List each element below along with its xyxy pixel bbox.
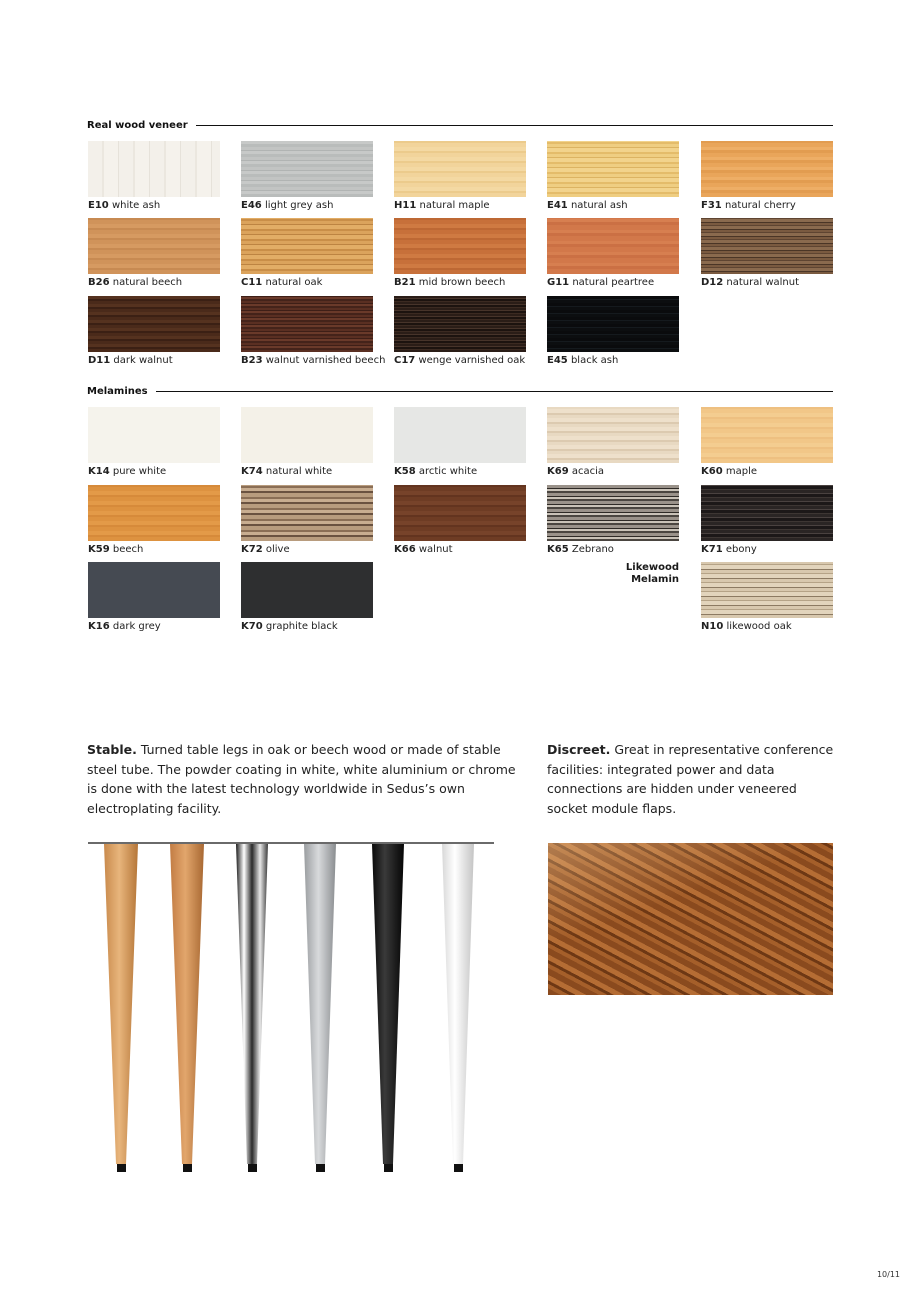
swatch-name: natural cherry xyxy=(724,200,796,211)
black-leg xyxy=(372,844,404,1172)
swatch-code: K58 xyxy=(394,466,416,477)
veneered-socket-flap-photo xyxy=(548,843,833,995)
table-legs-image xyxy=(88,838,494,1178)
swatch-c17 xyxy=(394,296,526,352)
swatch-name: black ash xyxy=(570,355,619,366)
aluminium-leg xyxy=(304,844,336,1172)
swatch-b23 xyxy=(241,296,373,352)
discreet-paragraph xyxy=(547,740,835,818)
swatch-d11 xyxy=(88,296,220,352)
swatch-k60 xyxy=(701,407,833,463)
swatch-code: D12 xyxy=(701,277,724,288)
swatch-code: B23 xyxy=(241,355,263,366)
veneer-section-heading xyxy=(87,118,833,132)
stable-paragraph xyxy=(87,740,519,818)
stable-lead: Stable. xyxy=(87,742,137,757)
swatch-code: N10 xyxy=(701,621,724,632)
swatch-label-c17 xyxy=(394,355,544,366)
swatch-name: arctic white xyxy=(418,466,478,477)
swatch-name: pure white xyxy=(112,466,167,477)
likewood-note-line2: Melamin xyxy=(631,574,679,585)
swatch-name: walnut xyxy=(418,544,453,555)
swatch-code: E41 xyxy=(547,200,568,211)
swatch-code: K70 xyxy=(241,621,263,632)
swatch-k16 xyxy=(88,562,220,618)
swatch-code: B21 xyxy=(394,277,416,288)
swatch-code: E45 xyxy=(547,355,568,366)
likewood-note-line1: Likewood xyxy=(625,562,679,573)
swatch-b26 xyxy=(88,218,220,274)
swatch-label-k72 xyxy=(241,544,391,555)
swatch-name: walnut varnished beech xyxy=(265,355,386,366)
swatch-code: K16 xyxy=(88,621,110,632)
swatch-name: dark grey xyxy=(112,621,161,632)
likewood-melamin-note xyxy=(579,562,679,586)
swatch-label-d12 xyxy=(701,277,851,288)
swatch-name: natural walnut xyxy=(726,277,800,288)
swatch-b21 xyxy=(394,218,526,274)
swatch-label-b23 xyxy=(241,355,391,366)
swatch-code: K59 xyxy=(88,544,110,555)
swatch-name: natural oak xyxy=(265,277,323,288)
swatch-label-e46 xyxy=(241,200,391,211)
swatch-label-d11 xyxy=(88,355,238,366)
swatch-code: K66 xyxy=(394,544,416,555)
swatch-code: C11 xyxy=(241,277,263,288)
swatch-label-n10 xyxy=(701,621,851,632)
swatch-k72 xyxy=(241,485,373,541)
swatch-code: K14 xyxy=(88,466,110,477)
swatch-k14 xyxy=(88,407,220,463)
swatch-name: ebony xyxy=(725,544,757,555)
swatch-e41 xyxy=(547,141,679,197)
veneer-section-title: Real wood veneer xyxy=(87,119,188,131)
swatch-name: dark walnut xyxy=(113,355,173,366)
beech-leg xyxy=(170,844,204,1172)
chrome-leg xyxy=(236,844,268,1172)
oak-leg xyxy=(104,844,138,1172)
swatch-label-h11 xyxy=(394,200,544,211)
swatch-name: natural white xyxy=(265,466,333,477)
swatch-label-k69 xyxy=(547,466,697,477)
swatch-name: acacia xyxy=(571,466,605,477)
swatch-k65 xyxy=(547,485,679,541)
swatch-label-g11 xyxy=(547,277,697,288)
section-divider xyxy=(156,391,833,392)
discreet-text: Great in representative conference facilities: integrated power and data connections are hidden under veneered socket module flaps. xyxy=(547,742,834,816)
swatch-name: white ash xyxy=(111,200,161,211)
swatch-name: likewood oak xyxy=(726,621,792,632)
swatch-name: natural beech xyxy=(112,277,183,288)
swatch-f31 xyxy=(701,141,833,197)
swatch-label-k14 xyxy=(88,466,238,477)
swatch-label-k71 xyxy=(701,544,851,555)
swatch-label-k66 xyxy=(394,544,544,555)
swatch-label-e10 xyxy=(88,200,238,211)
swatch-label-k60 xyxy=(701,466,851,477)
swatch-name: light grey ash xyxy=(264,200,334,211)
swatch-name: natural maple xyxy=(419,200,490,211)
swatch-label-e41 xyxy=(547,200,697,211)
swatch-name: olive xyxy=(265,544,290,555)
swatch-k59 xyxy=(88,485,220,541)
swatch-name: graphite black xyxy=(265,621,338,632)
swatch-label-k59 xyxy=(88,544,238,555)
melamines-section-heading xyxy=(87,384,833,398)
swatch-label-e45 xyxy=(547,355,697,366)
swatch-k71 xyxy=(701,485,833,541)
swatch-code: H11 xyxy=(394,200,417,211)
swatch-code: K69 xyxy=(547,466,569,477)
swatch-label-c11 xyxy=(241,277,391,288)
swatch-name: natural ash xyxy=(570,200,628,211)
melamines-section-title: Melamines xyxy=(87,385,148,397)
swatch-code: C17 xyxy=(394,355,416,366)
swatch-c11 xyxy=(241,218,373,274)
swatch-k66 xyxy=(394,485,526,541)
swatch-label-k70 xyxy=(241,621,391,632)
swatch-name: beech xyxy=(112,544,144,555)
stable-text: Turned table legs in oak or beech wood or made of stable steel tube. The powder coating in white, white aluminium or chrome is done with the latest technology worldwide in Sedus’s own electroplating facility. xyxy=(87,742,516,816)
swatch-code: G11 xyxy=(547,277,570,288)
swatch-k74 xyxy=(241,407,373,463)
swatch-e10 xyxy=(88,141,220,197)
swatch-code: K74 xyxy=(241,466,263,477)
swatch-code: K65 xyxy=(547,544,569,555)
swatch-name: wenge varnished oak xyxy=(418,355,526,366)
swatch-k70 xyxy=(241,562,373,618)
swatch-g11 xyxy=(547,218,679,274)
swatch-name: maple xyxy=(725,466,758,477)
swatch-code: D11 xyxy=(88,355,111,366)
swatch-label-f31 xyxy=(701,200,851,211)
swatch-code: K71 xyxy=(701,544,723,555)
swatch-code: K72 xyxy=(241,544,263,555)
swatch-name: mid brown beech xyxy=(418,277,506,288)
section-divider xyxy=(196,125,833,126)
page-number: 10/11 xyxy=(876,1270,900,1279)
swatch-label-k74 xyxy=(241,466,391,477)
swatch-code: B26 xyxy=(88,277,110,288)
swatch-e46 xyxy=(241,141,373,197)
discreet-lead: Discreet. xyxy=(547,742,611,757)
swatch-code: F31 xyxy=(701,200,722,211)
swatch-label-k16 xyxy=(88,621,238,632)
swatch-label-b21 xyxy=(394,277,544,288)
swatch-k69 xyxy=(547,407,679,463)
swatch-label-k58 xyxy=(394,466,544,477)
swatch-code: E46 xyxy=(241,200,262,211)
white-leg xyxy=(442,844,474,1172)
swatch-label-b26 xyxy=(88,277,238,288)
swatch-d12 xyxy=(701,218,833,274)
swatch-code: K60 xyxy=(701,466,723,477)
swatch-k58 xyxy=(394,407,526,463)
swatch-e45 xyxy=(547,296,679,352)
swatch-code: E10 xyxy=(88,200,109,211)
swatch-n10 xyxy=(701,562,833,618)
swatch-name: Zebrano xyxy=(571,544,614,555)
swatch-name: natural peartree xyxy=(572,277,655,288)
swatch-h11 xyxy=(394,141,526,197)
swatch-label-k65 xyxy=(547,544,697,555)
